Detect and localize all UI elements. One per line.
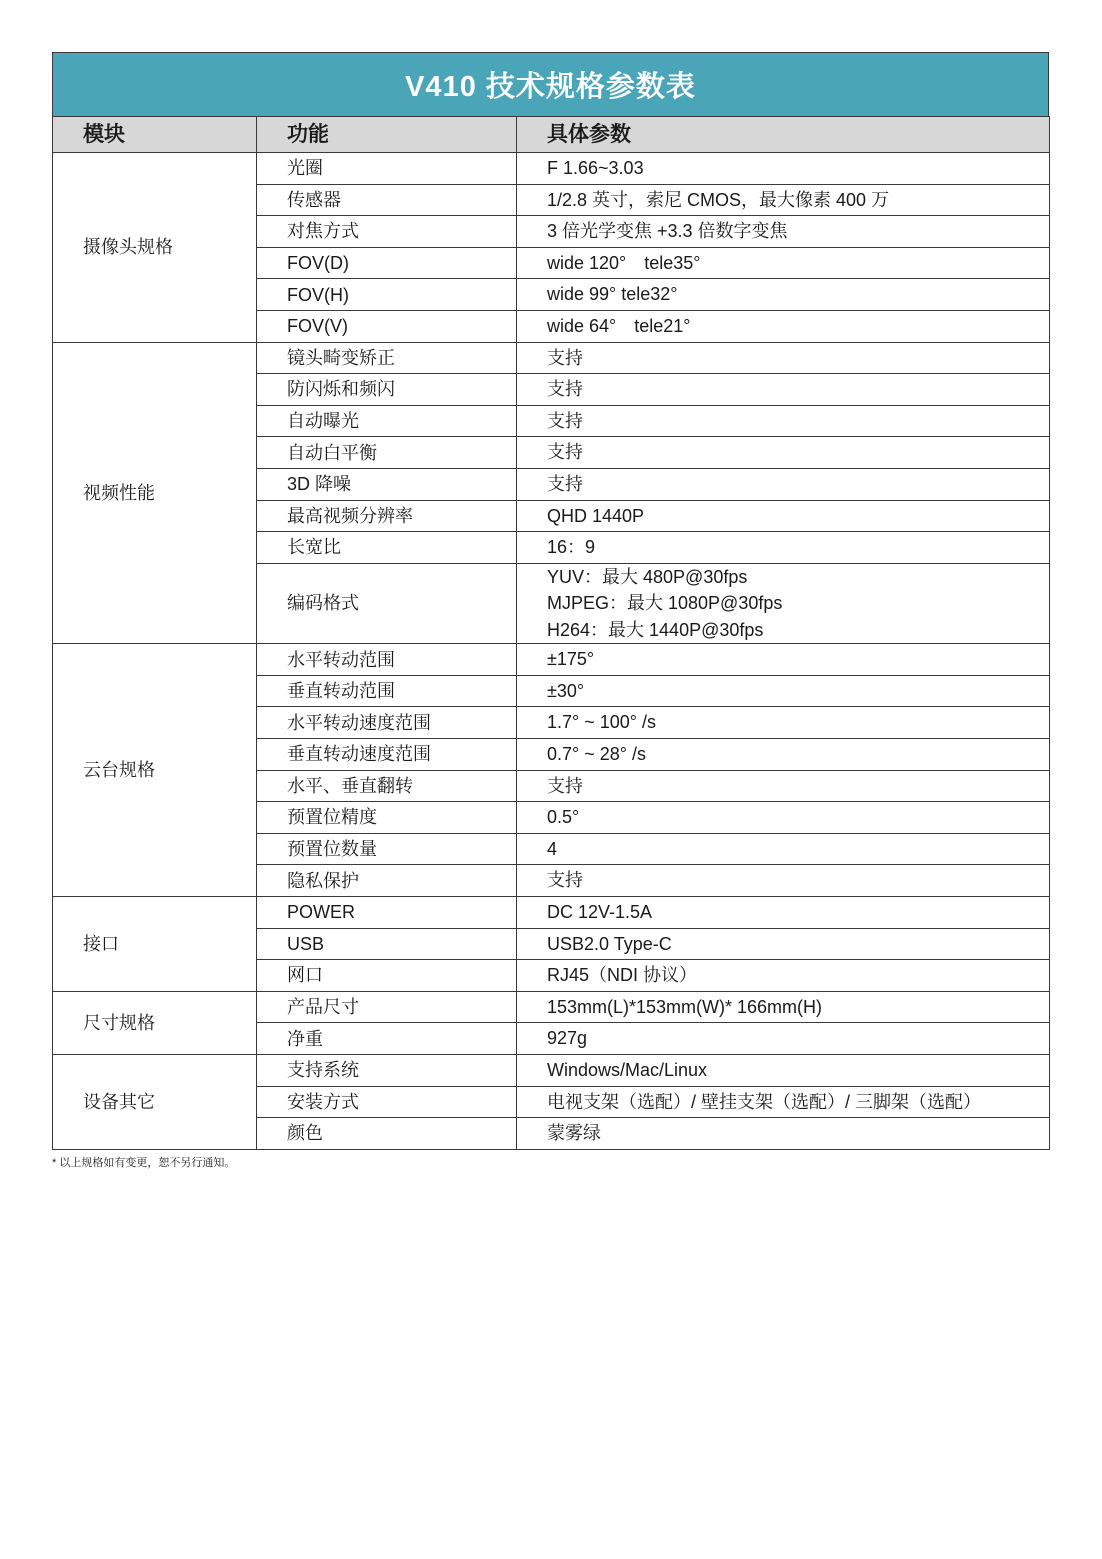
value-line: wide 99° tele32° — [547, 284, 678, 305]
function-cell: 垂直转动范围 — [257, 675, 517, 707]
value-line: 16：9 — [547, 537, 596, 558]
value-line: ±175° — [547, 649, 595, 670]
function-cell: FOV(V) — [257, 310, 517, 342]
value-cell — [517, 184, 1050, 216]
value-cell — [517, 437, 1050, 469]
value-cell — [517, 644, 1050, 676]
value-line: MJPEG：最大 1080P@30fps — [547, 593, 783, 614]
value-cell — [517, 563, 1050, 644]
function-cell: 支持系统 — [257, 1054, 517, 1086]
value-line: QHD 1440P — [547, 505, 645, 526]
function-cell: 最高视频分辨率 — [257, 500, 517, 532]
table-row — [53, 896, 1050, 928]
table-header-row — [53, 117, 1050, 153]
value-cell — [517, 896, 1050, 928]
function-cell: 净重 — [257, 1023, 517, 1055]
function-cell: 水平、垂直翻转 — [257, 770, 517, 802]
value-cell — [517, 405, 1050, 437]
value-line: 支持 — [547, 347, 583, 368]
value-cell — [517, 991, 1050, 1023]
function-cell: 垂直转动速度范围 — [257, 739, 517, 771]
spec-table — [52, 116, 1050, 1150]
table-row — [53, 1054, 1050, 1086]
module-cell: 视频性能 — [53, 342, 257, 644]
value-cell — [517, 802, 1050, 834]
value-line: 0.7° ~ 28° /s — [547, 744, 646, 765]
value-line: 927g — [547, 1028, 588, 1049]
value-cell — [517, 707, 1050, 739]
footnote: * 以上规格如有变更，恕不另行通知。 — [52, 1157, 236, 1169]
table-row — [53, 644, 1050, 676]
header-params: 具体参数 — [517, 117, 1050, 153]
table-row — [53, 153, 1050, 185]
table-row — [53, 342, 1050, 374]
value-line: DC 12V-1.5A — [547, 902, 653, 923]
value-cell — [517, 468, 1050, 500]
value-line: 支持 — [547, 442, 583, 463]
table-row — [53, 991, 1050, 1023]
value-cell — [517, 833, 1050, 865]
function-cell: POWER — [257, 896, 517, 928]
value-line: 1/2.8 英寸，索尼 CMOS，最大像素 400 万 — [547, 189, 890, 210]
value-line: 1.7° ~ 100° /s — [547, 712, 656, 733]
value-cell — [517, 279, 1050, 311]
value-cell — [517, 216, 1050, 248]
page-title: V410 技术规格参数表 — [52, 52, 1049, 116]
function-cell: 长宽比 — [257, 532, 517, 564]
function-cell: 自动曝光 — [257, 405, 517, 437]
function-cell: 编码格式 — [257, 563, 517, 644]
value-line: wide 64° tele21° — [547, 316, 691, 337]
function-cell: 产品尺寸 — [257, 991, 517, 1023]
value-line: RJ45（NDI 协议） — [547, 965, 698, 986]
value-cell — [517, 1023, 1050, 1055]
module-cell: 设备其它 — [53, 1054, 257, 1149]
value-line: 支持 — [547, 379, 583, 400]
value-line: 支持 — [547, 410, 583, 431]
function-cell: 水平转动速度范围 — [257, 707, 517, 739]
function-cell: 网口 — [257, 960, 517, 992]
header-module: 模块 — [53, 117, 257, 153]
function-cell: 对焦方式 — [257, 216, 517, 248]
value-cell — [517, 960, 1050, 992]
module-cell: 云台规格 — [53, 644, 257, 897]
value-cell — [517, 500, 1050, 532]
value-line: 电视支架（选配）/ 壁挂支架（选配）/ 三脚架（选配） — [547, 1091, 982, 1112]
value-cell — [517, 770, 1050, 802]
function-cell: 安装方式 — [257, 1086, 517, 1118]
function-cell: FOV(H) — [257, 279, 517, 311]
value-cell — [517, 532, 1050, 564]
value-line: 3 倍光学变焦 +3.3 倍数字变焦 — [547, 221, 788, 242]
module-cell: 摄像头规格 — [53, 153, 257, 343]
value-cell — [517, 865, 1050, 897]
function-cell: 传感器 — [257, 184, 517, 216]
value-cell — [517, 342, 1050, 374]
value-line: 支持 — [547, 870, 583, 891]
value-line: 4 — [547, 838, 558, 859]
value-line: ±30° — [547, 680, 585, 701]
value-line: Windows/Mac/Linux — [547, 1059, 708, 1080]
value-cell — [517, 310, 1050, 342]
value-cell — [517, 374, 1050, 406]
value-line: 153mm(L)*153mm(W)* 166mm(H) — [547, 996, 823, 1017]
value-line: 支持 — [547, 473, 583, 494]
table-body — [53, 153, 1050, 1150]
function-cell: 自动白平衡 — [257, 437, 517, 469]
function-cell: 镜头畸变矫正 — [257, 342, 517, 374]
value-cell — [517, 1054, 1050, 1086]
value-cell — [517, 247, 1050, 279]
value-line: YUV：最大 480P@30fps — [547, 566, 748, 587]
value-line: wide 120° tele35° — [547, 252, 701, 273]
function-cell: FOV(D) — [257, 247, 517, 279]
value-cell — [517, 1118, 1050, 1150]
module-cell: 接口 — [53, 896, 257, 991]
value-cell — [517, 739, 1050, 771]
function-cell: 水平转动范围 — [257, 644, 517, 676]
value-cell — [517, 153, 1050, 185]
header-function: 功能 — [257, 117, 517, 153]
value-cell — [517, 1086, 1050, 1118]
value-line: 蒙雾绿 — [547, 1123, 601, 1144]
function-cell: 防闪烁和频闪 — [257, 374, 517, 406]
function-cell: 光圈 — [257, 153, 517, 185]
function-cell: 预置位数量 — [257, 833, 517, 865]
spec-sheet — [52, 52, 1049, 1150]
value-cell — [517, 675, 1050, 707]
function-cell: 颜色 — [257, 1118, 517, 1150]
value-line: USB2.0 Type-C — [547, 933, 672, 954]
value-cell — [517, 928, 1050, 960]
function-cell: USB — [257, 928, 517, 960]
value-line: F 1.66~3.03 — [547, 158, 644, 179]
module-cell: 尺寸规格 — [53, 991, 257, 1054]
function-cell: 预置位精度 — [257, 802, 517, 834]
function-cell: 隐私保护 — [257, 865, 517, 897]
value-line: 0.5° — [547, 807, 580, 828]
value-line: H264：最大 1440P@30fps — [547, 619, 764, 640]
function-cell: 3D 降噪 — [257, 468, 517, 500]
value-line: 支持 — [547, 775, 583, 796]
